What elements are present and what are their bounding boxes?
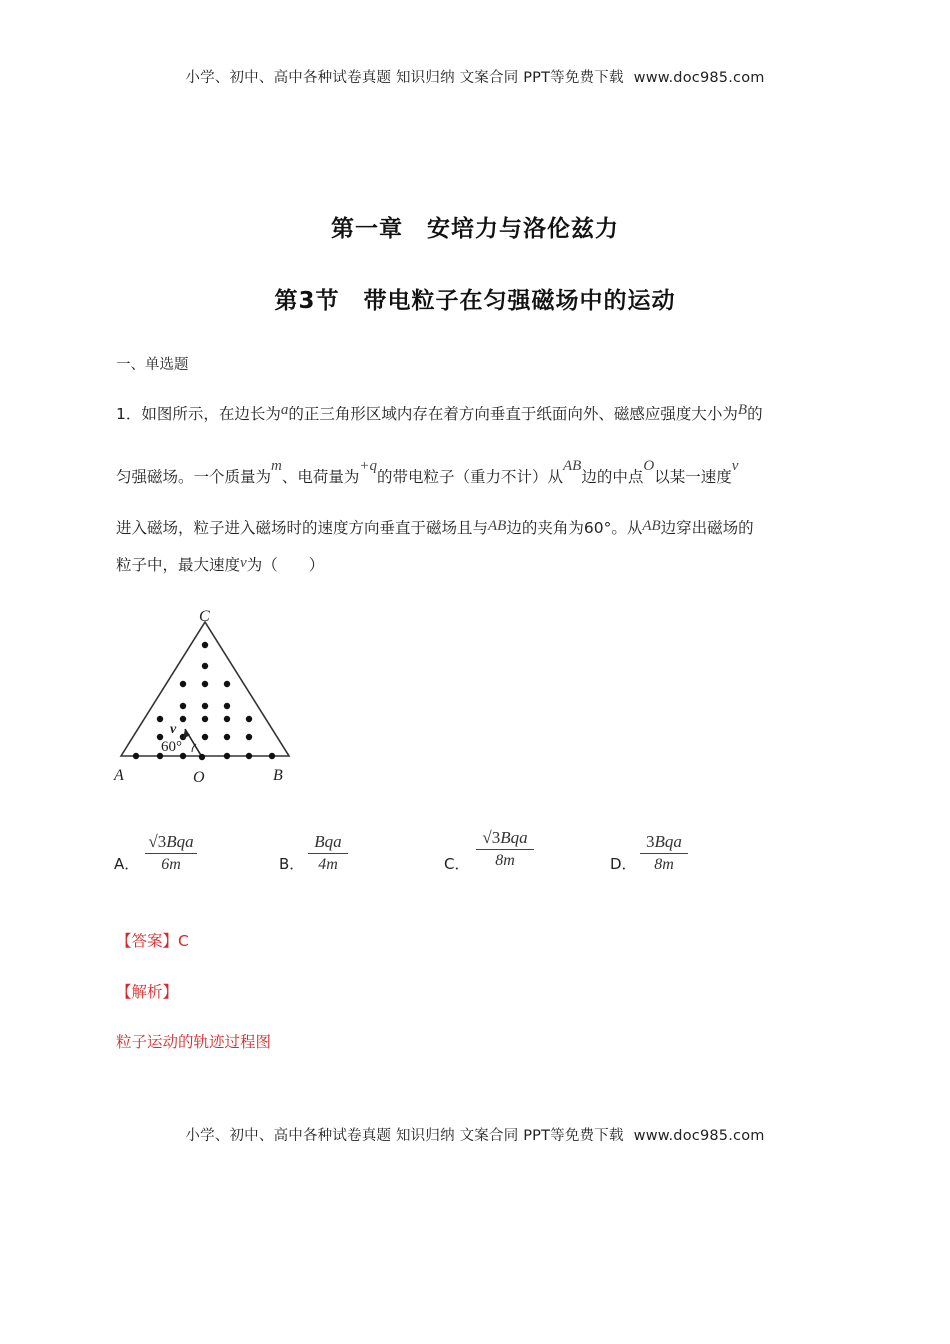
- option-a-radical: √3: [148, 832, 167, 851]
- question-text: 、电荷量为: [281, 468, 360, 486]
- field-dot: [224, 716, 230, 722]
- header-banner-text: 小学、初中、高中各种试卷真题 知识归纳 文案合同 PPT等免费下载: [185, 70, 624, 86]
- option-c-radical: √3: [482, 828, 501, 847]
- option-c-letter[interactable]: C．: [444, 855, 470, 873]
- question-text: 边的中点: [581, 468, 644, 486]
- field-dot: [202, 716, 208, 722]
- question-text: 边穿出磁场的: [660, 519, 754, 537]
- point-o-label: O: [193, 769, 205, 786]
- math-a: a: [280, 402, 289, 418]
- option-c-denominator: 8m: [495, 852, 515, 869]
- option-b-denominator: 4m: [318, 856, 338, 873]
- field-dot: [180, 716, 186, 722]
- math-B: B: [737, 402, 748, 418]
- field-dot: [180, 703, 186, 709]
- option-d-denominator: 8m: [654, 856, 674, 873]
- section-title: 第3节 带电粒子在匀强磁场中的运动: [274, 288, 676, 314]
- footer-banner: [0, 1124, 950, 1145]
- field-dot: [224, 681, 230, 687]
- math-v: v: [240, 555, 247, 571]
- field-dot: [202, 734, 208, 740]
- field-dot: [133, 753, 139, 759]
- field-dot: [246, 753, 252, 759]
- question-text: 以某一速度: [654, 468, 732, 486]
- field-dot: [202, 663, 208, 669]
- field-dot: [202, 681, 208, 687]
- footer-banner-text: 小学、初中、高中各种试卷真题 知识归纳 文案合同 PPT等免费下载: [185, 1128, 624, 1144]
- field-dot: [224, 753, 230, 759]
- option-d-radical: 3: [646, 832, 655, 851]
- math-AB: AB: [642, 518, 661, 534]
- section-heading: 一、单选题: [116, 357, 189, 373]
- option-a-numerator: Bqa: [166, 832, 194, 851]
- question-line-1: [116, 402, 763, 424]
- math-AB: AB: [563, 458, 582, 474]
- question-text: 匀强磁场。一个质量为: [116, 468, 272, 486]
- math-v: v: [731, 458, 739, 474]
- question-line-3: [116, 516, 754, 538]
- field-dot: [246, 734, 252, 740]
- question-line-4: [116, 553, 324, 575]
- option-d-letter[interactable]: D．: [610, 855, 637, 873]
- question-text: 的带电粒子（重力不计）从: [377, 468, 564, 486]
- field-dot: [224, 734, 230, 740]
- option-a-fraction[interactable]: [145, 832, 197, 874]
- field-dot: [180, 681, 186, 687]
- analysis-text: 粒子运动的轨迹过程图: [116, 1033, 272, 1051]
- field-dot: [224, 703, 230, 709]
- answer-value: C: [178, 932, 189, 950]
- point-o-dot: [199, 754, 205, 760]
- question-text: 粒子中，最大速度: [116, 556, 241, 574]
- option-b-fraction[interactable]: [308, 832, 348, 874]
- header-banner-url[interactable]: www.doc985.com: [633, 70, 765, 86]
- triangle-field-figure: [108, 602, 298, 792]
- vertex-c-label: C: [199, 608, 210, 625]
- field-dot: [269, 753, 275, 759]
- math-AB: AB: [488, 518, 507, 534]
- option-b-numerator: Bqa: [314, 832, 342, 851]
- question-text: 的: [747, 405, 763, 423]
- math-O: O: [643, 458, 655, 474]
- option-d-numerator: Bqa: [654, 832, 682, 851]
- answer-line: [116, 929, 189, 951]
- option-c-fraction[interactable]: [476, 828, 534, 870]
- angle-label: 60°: [161, 739, 182, 755]
- math-plus-q: +q: [359, 458, 377, 474]
- question-text: 进入磁场，粒子进入磁场时的速度方向垂直于磁场且与: [116, 519, 489, 537]
- option-c-numerator: Bqa: [500, 828, 528, 847]
- question-line-2: [116, 458, 739, 487]
- question-text: 如图所示，在边长为: [141, 405, 281, 423]
- field-dot: [202, 703, 208, 709]
- question-text: 边的夹角为60°。从: [506, 519, 643, 537]
- answer-label: 【答案】: [116, 932, 179, 950]
- field-dot: [246, 716, 252, 722]
- chapter-title: 第一章 安培力与洛伦兹力: [331, 216, 619, 242]
- vertex-b-label: B: [273, 767, 283, 784]
- option-a-denominator: 6m: [161, 856, 181, 873]
- math-m: m: [271, 458, 282, 474]
- question-text: 为（ ）: [246, 556, 325, 574]
- question-text: 的正三角形区域内存在着方向垂直于纸面向外、磁感应强度大小为: [288, 405, 738, 423]
- option-a-letter[interactable]: A．: [114, 855, 140, 873]
- option-d-fraction[interactable]: [640, 832, 688, 874]
- field-dot: [157, 716, 163, 722]
- footer-banner-url[interactable]: www.doc985.com: [633, 1128, 765, 1144]
- header-banner: [0, 66, 950, 87]
- analysis-label: 【解析】: [116, 983, 179, 1001]
- vertex-a-label: A: [114, 767, 124, 784]
- field-dot: [202, 642, 208, 648]
- velocity-label: v: [170, 722, 177, 737]
- question-number: 1．: [116, 405, 142, 423]
- option-b-letter[interactable]: B．: [279, 855, 305, 873]
